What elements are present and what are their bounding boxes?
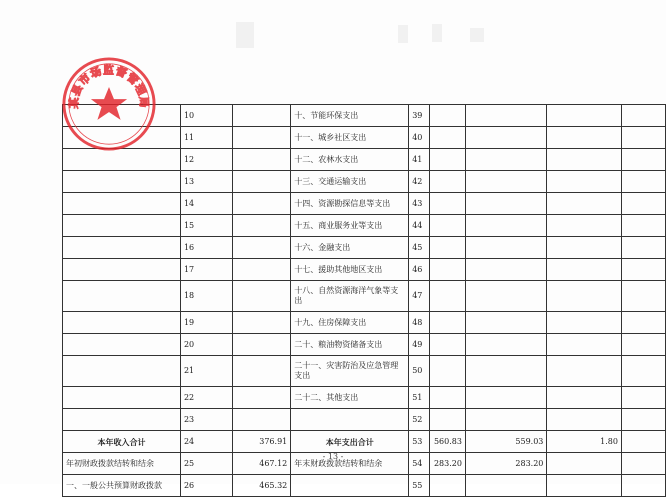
expense-col2-cell xyxy=(465,281,546,312)
table-row xyxy=(63,334,666,356)
expense-col2-cell xyxy=(465,215,546,237)
expense-col3-cell xyxy=(547,171,622,193)
expense-item-label: 十九、住房保障支出 xyxy=(291,312,409,334)
expense-total-cell xyxy=(430,193,466,215)
income-total-label: 本年收入合计 xyxy=(63,431,181,453)
expense-line-number: 48 xyxy=(409,312,430,334)
income-line-number: 10 xyxy=(180,105,232,127)
expense-col2-cell xyxy=(465,334,546,356)
general-budget-label: 一、一般公共预算财政拨款 xyxy=(63,475,181,497)
expense-total-cell xyxy=(430,215,466,237)
income-line-number: 13 xyxy=(180,171,232,193)
expense-col4-cell xyxy=(621,237,665,259)
expense-item-label: 十三、交通运输支出 xyxy=(291,171,409,193)
income-total-line-number: 24 xyxy=(180,431,232,453)
begin-balance-label: 年初财政拨款结转和结余 xyxy=(63,453,181,475)
expense-total-cell xyxy=(430,409,466,431)
income-item-cell xyxy=(63,312,181,334)
expense-col4-cell xyxy=(621,387,665,409)
income-line-number: 19 xyxy=(180,312,232,334)
expense-total-col2: 559.03 xyxy=(465,431,546,453)
expense-col2-cell xyxy=(465,105,546,127)
expense-col3-cell xyxy=(547,356,622,387)
svg-text:某县市场监督管理局: 某县市场监督管理局 xyxy=(67,63,151,109)
expense-item-label: 二十二、其他支出 xyxy=(291,387,409,409)
expense-col3-cell xyxy=(547,281,622,312)
expense-col2-cell xyxy=(465,171,546,193)
expense-col3-cell xyxy=(547,105,622,127)
expense-col4-cell xyxy=(621,356,665,387)
begin-balance-line-number: 25 xyxy=(180,453,232,475)
expense-col3-cell xyxy=(547,237,622,259)
expense-col2-cell xyxy=(465,237,546,259)
income-item-cell xyxy=(63,387,181,409)
general-right-total xyxy=(430,475,466,497)
income-amount-cell xyxy=(233,237,291,259)
expense-item-label: 十七、援助其他地区支出 xyxy=(291,259,409,281)
expense-col3-cell xyxy=(547,259,622,281)
expense-item-label: 十四、资源勘探信息等支出 xyxy=(291,193,409,215)
expense-col3-cell xyxy=(547,334,622,356)
expense-col4-cell xyxy=(621,193,665,215)
expense-item-label: 十六、金融支出 xyxy=(291,237,409,259)
table-row xyxy=(63,356,666,387)
end-balance-label: 年末财政拨款结转和结余 xyxy=(291,453,409,475)
expense-line-number: 41 xyxy=(409,149,430,171)
income-line-number: 11 xyxy=(180,127,232,149)
general-right-col4 xyxy=(621,475,665,497)
income-amount-cell xyxy=(233,356,291,387)
expense-line-number: 44 xyxy=(409,215,430,237)
official-seal-stamp xyxy=(60,55,158,153)
general-budget-line-number: 26 xyxy=(180,475,232,497)
table-row xyxy=(63,475,666,497)
income-amount-cell xyxy=(233,215,291,237)
income-item-cell xyxy=(63,171,181,193)
expense-total-cell xyxy=(430,149,466,171)
expense-item-label: 十八、自然资源海洋气象等支出 xyxy=(291,281,409,312)
expense-total-amount: 560.83 xyxy=(430,431,466,453)
expense-total-col3: 1.80 xyxy=(547,431,622,453)
expense-total-cell xyxy=(430,334,466,356)
general-right-col2 xyxy=(465,475,546,497)
scan-shadow xyxy=(432,24,442,42)
expense-total-cell xyxy=(430,105,466,127)
expense-col4-cell xyxy=(621,215,665,237)
income-line-number: 12 xyxy=(180,149,232,171)
table-row xyxy=(63,312,666,334)
table-row xyxy=(63,193,666,215)
expense-total-line-number: 53 xyxy=(409,431,430,453)
income-item-cell xyxy=(63,409,181,431)
expense-total-cell xyxy=(430,259,466,281)
expense-total-cell xyxy=(430,281,466,312)
expense-col4-cell xyxy=(621,409,665,431)
income-line-number: 21 xyxy=(180,356,232,387)
income-line-number: 20 xyxy=(180,334,232,356)
expense-total-cell xyxy=(430,171,466,193)
income-amount-cell xyxy=(233,105,291,127)
expense-col4-cell xyxy=(621,312,665,334)
income-item-cell xyxy=(63,281,181,312)
expense-col3-cell xyxy=(547,193,622,215)
expense-line-number: 50 xyxy=(409,356,430,387)
expense-item-label: 十、节能环保支出 xyxy=(291,105,409,127)
income-item-cell xyxy=(63,193,181,215)
end-balance-amount: 283.20 xyxy=(430,453,466,475)
scan-shadow xyxy=(470,28,484,42)
expense-col2-cell xyxy=(465,356,546,387)
expense-total-label: 本年支出合计 xyxy=(291,431,409,453)
expense-col4-cell xyxy=(621,105,665,127)
expense-item-label: 十二、农林水支出 xyxy=(291,149,409,171)
general-budget-amount: 465.32 xyxy=(233,475,291,497)
expense-item-label: 十一、城乡社区支出 xyxy=(291,127,409,149)
expense-col3-cell xyxy=(547,215,622,237)
begin-balance-amount: 467.12 xyxy=(233,453,291,475)
expense-col3-cell xyxy=(547,127,622,149)
income-amount-cell xyxy=(233,193,291,215)
expense-item-label xyxy=(291,409,409,431)
income-amount-cell xyxy=(233,149,291,171)
expense-line-number: 46 xyxy=(409,259,430,281)
expense-col3-cell xyxy=(547,387,622,409)
expense-item-label: 二十一、灾害防治及应急管理支出 xyxy=(291,356,409,387)
income-item-cell xyxy=(63,237,181,259)
expense-line-number: 47 xyxy=(409,281,430,312)
expense-line-number: 52 xyxy=(409,409,430,431)
income-amount-cell xyxy=(233,409,291,431)
scan-shadow xyxy=(236,22,254,48)
expense-total-cell xyxy=(430,387,466,409)
table-row xyxy=(63,237,666,259)
income-line-number: 17 xyxy=(180,259,232,281)
table-body xyxy=(63,105,666,497)
expense-col3-cell xyxy=(547,312,622,334)
expense-line-number: 51 xyxy=(409,387,430,409)
table-row xyxy=(63,215,666,237)
income-item-cell xyxy=(63,356,181,387)
finance-table xyxy=(62,104,666,497)
income-total-amount: 376.91 xyxy=(233,431,291,453)
income-line-number: 23 xyxy=(180,409,232,431)
expense-line-number: 40 xyxy=(409,127,430,149)
expense-line-number: 45 xyxy=(409,237,430,259)
general-right-col3 xyxy=(547,475,622,497)
table-row xyxy=(63,431,666,453)
expense-col2-cell xyxy=(465,149,546,171)
table-row xyxy=(63,387,666,409)
income-amount-cell xyxy=(233,387,291,409)
expense-col3-cell xyxy=(547,409,622,431)
expense-line-number: 49 xyxy=(409,334,430,356)
table-row xyxy=(63,171,666,193)
income-line-number: 16 xyxy=(180,237,232,259)
income-item-cell xyxy=(63,215,181,237)
expense-col4-cell xyxy=(621,259,665,281)
scan-shadow xyxy=(398,25,408,43)
expense-col2-cell xyxy=(465,312,546,334)
expense-col2-cell xyxy=(465,259,546,281)
expense-total-cell xyxy=(430,237,466,259)
expense-line-number: 42 xyxy=(409,171,430,193)
expense-item-label: 二十、粮油物资储备支出 xyxy=(291,334,409,356)
expense-line-number: 39 xyxy=(409,105,430,127)
income-amount-cell xyxy=(233,171,291,193)
general-right-line-number: 55 xyxy=(409,475,430,497)
income-amount-cell xyxy=(233,281,291,312)
expense-col4-cell xyxy=(621,149,665,171)
income-line-number: 14 xyxy=(180,193,232,215)
general-right-label xyxy=(291,475,409,497)
expense-total-col4 xyxy=(621,431,665,453)
expense-col2-cell xyxy=(465,387,546,409)
expense-item-label: 十五、商业服务业等支出 xyxy=(291,215,409,237)
expense-line-number: 43 xyxy=(409,193,430,215)
income-line-number: 15 xyxy=(180,215,232,237)
page-number: - 13 - xyxy=(322,452,344,461)
expense-col2-cell xyxy=(465,409,546,431)
expense-total-cell xyxy=(430,356,466,387)
income-amount-cell xyxy=(233,259,291,281)
table-row xyxy=(63,409,666,431)
table-row xyxy=(63,259,666,281)
expense-col2-cell xyxy=(465,127,546,149)
expense-total-cell xyxy=(430,127,466,149)
expense-col4-cell xyxy=(621,127,665,149)
table-row xyxy=(63,281,666,312)
expense-col4-cell xyxy=(621,334,665,356)
expense-total-cell xyxy=(430,312,466,334)
income-amount-cell xyxy=(233,127,291,149)
income-item-cell xyxy=(63,334,181,356)
income-line-number: 18 xyxy=(180,281,232,312)
income-amount-cell xyxy=(233,334,291,356)
income-amount-cell xyxy=(233,312,291,334)
expense-col4-cell xyxy=(621,171,665,193)
expense-col4-cell xyxy=(621,281,665,312)
income-item-cell xyxy=(63,259,181,281)
expense-col2-cell xyxy=(465,193,546,215)
expense-col3-cell xyxy=(547,149,622,171)
income-line-number: 22 xyxy=(180,387,232,409)
end-balance-line-number: 54 xyxy=(409,453,430,475)
end-balance-col2: 283.20 xyxy=(465,453,546,475)
